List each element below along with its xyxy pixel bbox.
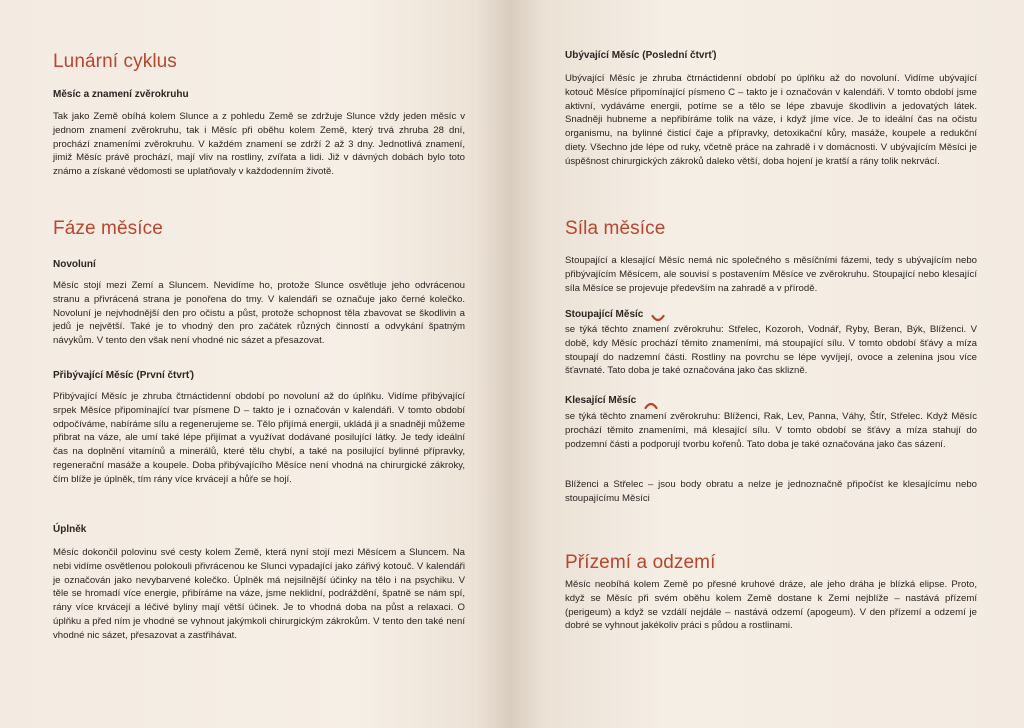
waning-heading: Ubývající Měsíc (Poslední čtvrť) — [565, 50, 717, 61]
perigee-title: Přízemí a odzemí — [565, 552, 716, 573]
falling-heading-row — [565, 394, 658, 407]
lunar-cycle-title: Lunární cyklus — [53, 51, 177, 72]
falling-heading: Klesající Měsíc — [565, 395, 637, 406]
rising-paragraph: se týká těchto znamení zvěrokruhu: Střelec, Kozoroh, Vodnář, Ryby, Beran, Býk, Blíženci. V době, kdy Měsíc prochází těmito znameními, má stoupající sílu. V tomto období šťávy a míza stoupají do nadzemní části. Rostliny na povrchu se lépe vyvíjejí, ovoce a zelenina jsou více šťavnaté. Tato doba je také označována jako čas sklizně. — [565, 324, 977, 377]
rising-moon-arc-icon — [651, 311, 665, 321]
full-moon-heading: Úplněk — [53, 524, 87, 535]
new-moon-heading: Novoluní — [53, 259, 96, 270]
right-page — [512, 0, 1024, 728]
strength-paragraph: Stoupající a klesající Měsíc nemá nic společného s měsíčními fázemi, tedy s ubývajícím nebo přibývajícím Měsícem, ale souvisí s postavením Měsíce ve zvěrokruhu. Stoupající nebo klesající síla Měsíce se projevuje především na zahradě a v přírodě. — [565, 255, 977, 294]
full-moon-paragraph: Měsíc dokončil polovinu své cesty kolem Země, která nyní stojí mezi Měsícem a Sluncem. Na nebi vidíme osvětlenou polokouli přivrácenou ke Slunci vypadající jako zářivý kotouč. V kalendáři je označován jako nevybarvené kolečko. Úplněk má nejsilnější účinky na tělo i na psychiku. V těle se hromadí více energie, přibíráme na váze, jsme neklidní, podráždění, špatně se nám spí, rány více krvácejí a léčivé byliny mají větší účinek. Je to vhodná doba na půst a relaxaci. O úplňku a před ním je vhodné se vyhnout jakýmkoli chirurgickým zákrokům. V tento den také není vhodné nic sázet, přesazovat a zastřihávat. — [53, 547, 465, 641]
waning-paragraph: Ubývající Měsíc je zhruba čtrnáctidenní období po úplňku až do novoluní. Vidíme ubývající kotouč Měsíce připomínající písmeno C – takto je i označován v kalendáři. V tomto období jsme aktivní, vydáváme energii, potíme se a tělo se lépe zbavuje škodlivin a jedovatých látek. Snadněji hubneme a nepřibíráme tolik na váze, i když jíme více. Je to ideální čas na očistu organismu, na bylinné čisticí čaje a přípravky, detoxikační kůry, masáže, koupele a redukční diety. Všechno jde lépe od ruky, včetně práce na zahradě i v domácnosti. V ubývajícím Měsíci je úspěšnost chirurgických zákroků daleko větší, doba hojení je kratší a rány tolik nekrvácí. — [565, 73, 977, 167]
new-moon-paragraph: Měsíc stojí mezi Zemí a Sluncem. Nevidíme ho, protože Slunce osvětluje jeho odvrácenou stranu a přivrácená strana je ponořena do tmy. V kalendáři se označuje jako černé kolečko. Novoluní je nejvhodnější den pro očistu a půst, protože schopnost těla zbavovat se škodlivin a jedů je největší. Také je to vhodný den pro začátek různých činností a odvykání špatným návykům. V tento den však není vhodné nic sázet a přesazovat. — [53, 280, 465, 347]
waxing-paragraph: Přibývající Měsíc je zhruba čtrnáctidenní období po novoluní až do úplňku. Vidíme přibývající srpek Měsíce připomínající tvar písmene D – takto je i označován v kalendáři. V tomto období odpočíváme, nabíráme sílu a regenerujeme se. Tělo přijímá energii, ukládá ji a snadněji můžeme přibrat na váze, ale umí také lépe přijímat a využívat dodávané posilující látky. Je tedy ideální čas na doplnění vitamínů a minerálů, které tělu chybí, a také na posilující bylinné přípravky, regenerační masáže a koupele. Doba přibývajícího Měsíce není vhodná na chirurgické zákroky, čím blíže je úplněk, tím rány více krvácejí a hůře se hojí. — [53, 391, 465, 485]
falling-paragraph: se týká těchto znamení zvěrokruhu: Blíženci, Rak, Lev, Panna, Váhy, Štír, Střelec. Když Měsíc prochází těmito znameními, má klesající sílu. V tomto období se šťávy a míza stahují do podzemní části a podporují tvorbu kořenů. Tato doba je také označována jako čas sázení. — [565, 411, 977, 450]
strength-title: Síla měsíce — [565, 218, 666, 239]
rising-heading: Stoupající Měsíc — [565, 309, 644, 320]
zodiac-paragraph: Tak jako Země obíhá kolem Slunce a z pohledu Země se zdržuje Slunce vždy jeden měsíc v jednom znamení zvěrokruhu, tak i Měsíc při oběhu kolem Země, který trvá zhruba 28 dní, prochází znameními zvěrokruhu. V každém znamení se zdrží 2 až 3 dny. Jednotlivá znamení, jimiž Měsíc právě prochází, mají vliv na rostliny, zvířata a lidi. Již v dávných dobách bylo toto známo a získané vědomosti se uplatňovaly v každodenním životě. — [53, 111, 465, 178]
phases-title: Fáze měsíce — [53, 218, 163, 239]
falling-moon-arc-icon — [644, 397, 658, 407]
rising-heading-row — [565, 308, 665, 321]
perigee-paragraph: Měsíc neobíhá kolem Země po přesné kruhové dráze, ale jeho dráha je blízká elipse. Proto, když se Měsíc při svém oběhu kolem Země dostane k Zemi nejblíže – nastává přízemí (perigeum) a když se vzdálí nejdále – nastává odzemí (apogeum). V den přízemí a odzemí je dobré se vyhnout jakékoliv práci s půdou a rostlinami. — [565, 579, 977, 632]
waxing-heading: Přibývající Měsíc (První čtvrť) — [53, 370, 194, 381]
zodiac-heading: Měsíc a znamení zvěrokruhu — [53, 89, 189, 100]
turning-points-paragraph: Blíženci a Střelec – jsou body obratu a nelze je jednoznačně připočíst ke klesajícímu nebo stoupajícímu Měsíci — [565, 479, 977, 504]
